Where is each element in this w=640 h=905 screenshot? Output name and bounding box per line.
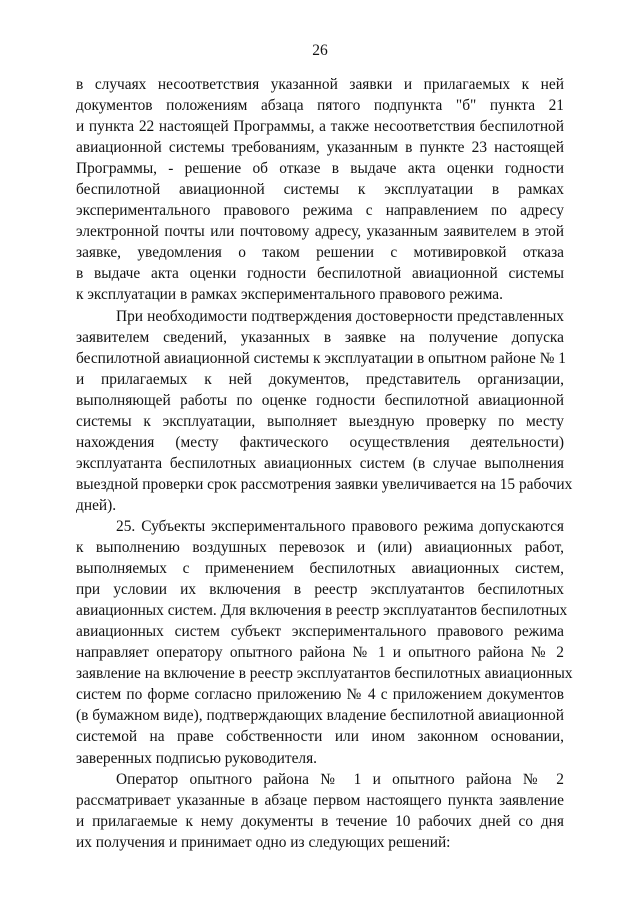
- text-line: заявителем сведений, указанных в заявке на получение допуска: [76, 328, 564, 346]
- text-line: к выполнению воздушных перевозок и (или) авиационных работ,: [76, 539, 564, 557]
- text-line: систем по форме согласно приложению № 4 с приложением документов: [76, 686, 564, 704]
- text-line: заявке, уведомления о таком решении с мотивировкой отказа: [76, 244, 564, 262]
- text-line: нахождения (месту фактического осуществления деятельности): [76, 433, 564, 451]
- text-line: авиационных систем. Для включения в реестр эксплуатантов беспилотных: [76, 602, 568, 620]
- text-line: выполняющей работы по оценке годности беспилотной авиационной: [76, 391, 564, 409]
- text-line: системой на праве собственности или ином законном основании,: [76, 728, 564, 746]
- text-line: При необходимости подтверждения достоверности представленных: [116, 307, 564, 325]
- text-line: беспилотной авиационной системы к эксплуатации в рамках: [76, 181, 564, 199]
- text-line: Оператор опытного района № 1 и опытного района № 2: [116, 770, 564, 788]
- text-line: дней).: [76, 496, 117, 514]
- text-line: направляет оператору опытного района № 1 и опытного района № 2: [76, 644, 564, 662]
- text-line: заявление на включение в реестр эксплуатантов беспилотных авиационных: [76, 665, 573, 683]
- text-line: беспилотной авиационной системы к эксплуатации в опытном районе № 1: [76, 349, 566, 367]
- text-line: заверенных подписью руководителя.: [76, 749, 318, 767]
- text-line: 25. Субъекты экспериментального правового режима допускаются: [116, 517, 564, 535]
- page-number: 26: [312, 42, 328, 59]
- text-line: в выдаче акта оценки годности беспилотной авиационной системы: [76, 265, 564, 283]
- text-line: и пункта 22 настоящей Программы, а также несоответствия беспилотной: [76, 118, 564, 136]
- text-line: и прилагаемых к ней документов, представитель организации,: [76, 370, 564, 388]
- text-line: авиационных систем субъект экспериментального правового режима: [76, 623, 564, 641]
- paragraph-verification: [76, 306, 573, 516]
- text-line: их получения и принимает одно из следующих решений:: [76, 833, 451, 851]
- paragraph-continuation: [76, 74, 564, 306]
- text-line: выездной проверки срок рассмотрения заявки увеличивается на 15 рабочих: [76, 475, 573, 493]
- text-line: авиационной системы требованиям, указанным в пункте 23 настоящей: [76, 139, 564, 157]
- paragraph-item-25: [76, 516, 573, 769]
- text-line: рассматривает указанные в абзаце первом настоящего пункта заявление: [76, 791, 564, 809]
- text-line: и прилагаемые к нему документы в течение 10 рабочих дней со дня: [76, 812, 564, 830]
- text-line: в случаях несоответствия указанной заявки и прилагаемых к ней: [76, 76, 564, 93]
- text-line: документов положениям абзаца пятого подпункта "б" пункта 21: [76, 97, 564, 115]
- document-body: [76, 74, 573, 853]
- text-line: Программы, - решение об отказе в выдаче акта оценки годности: [76, 160, 564, 178]
- text-line: эксплуатанта беспилотных авиационных систем (в случае выполнения: [76, 454, 564, 472]
- text-line: электронной почты или почтовому адресу, указанным заявителем в этой: [76, 223, 564, 241]
- text-line: (в бумажном виде), подтверждающих владение беспилотной авиационной: [76, 707, 564, 725]
- text-line: при условии их включения в реестр эксплуатантов беспилотных: [76, 581, 564, 599]
- text-line: выполняемых с применением беспилотных авиационных систем,: [76, 560, 564, 578]
- text-line: системы к эксплуатации, выполняет выездную проверку по месту: [76, 412, 564, 430]
- paragraph-operator: [76, 769, 564, 853]
- text-line: экспериментального правового режима с направлением по адресу: [76, 202, 564, 220]
- text-line: к эксплуатации в рамках экспериментального правового режима.: [76, 286, 503, 304]
